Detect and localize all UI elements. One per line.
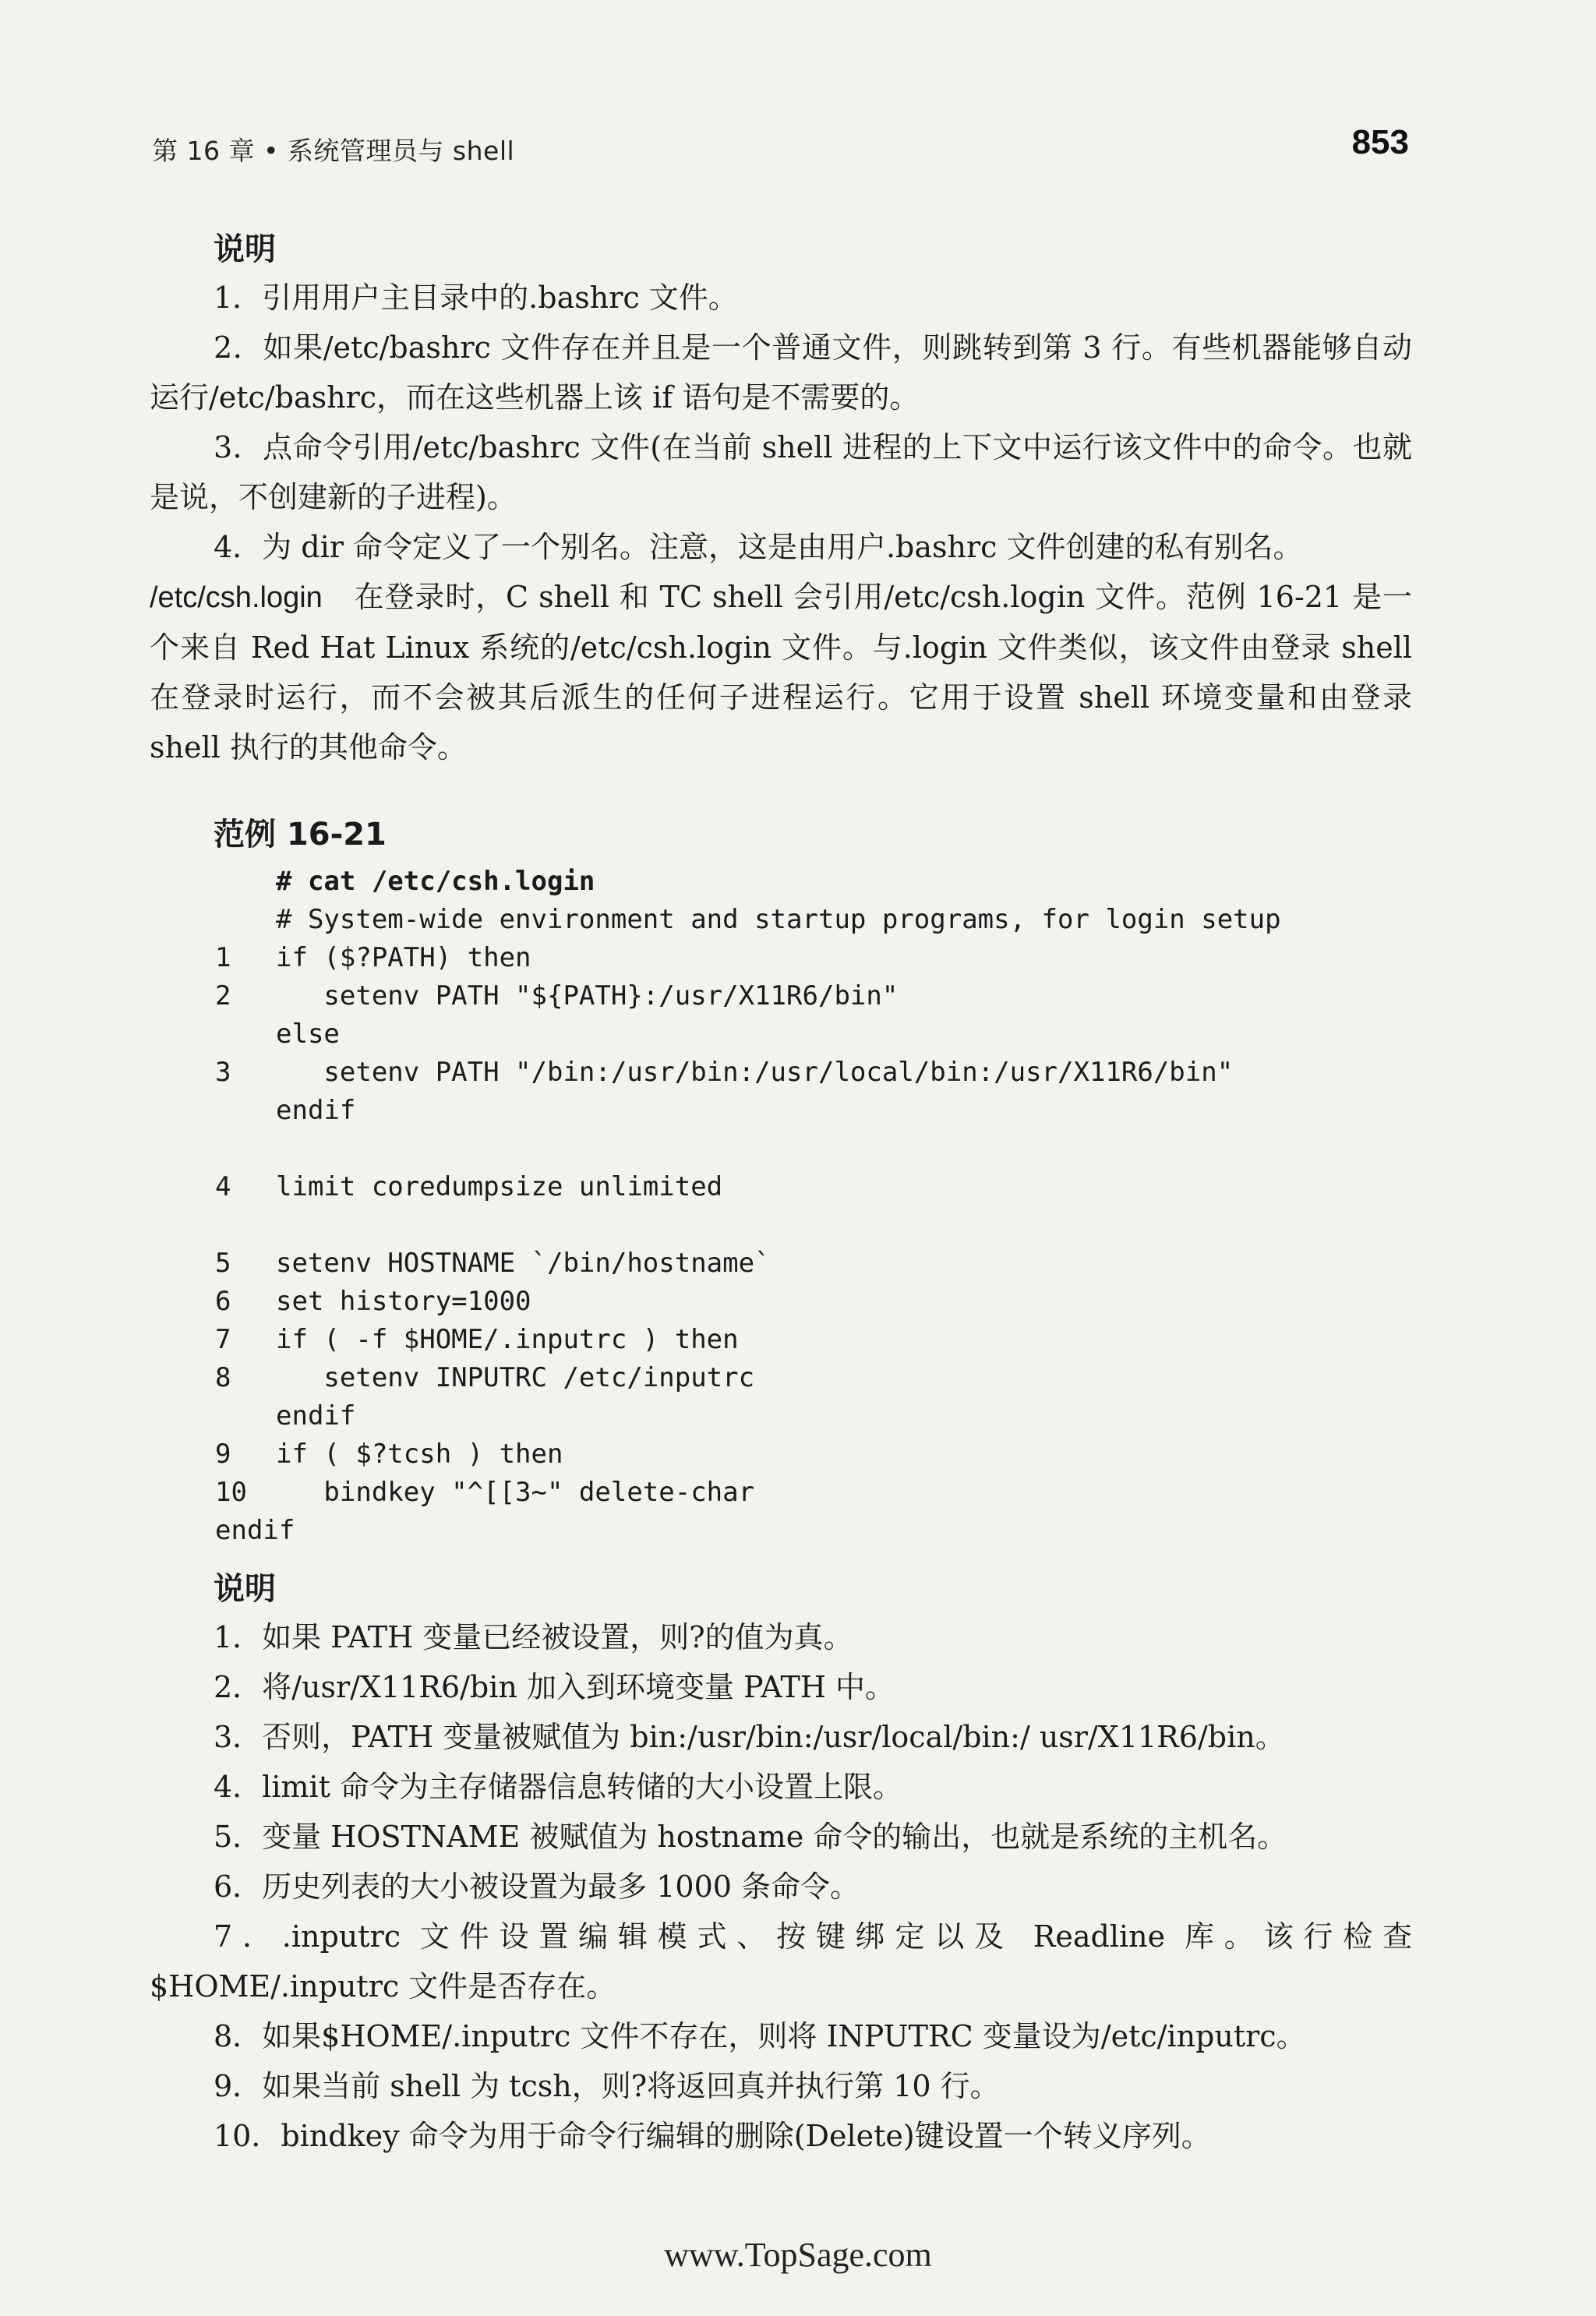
code-line (150, 1359, 1412, 1397)
code-line (150, 1283, 1412, 1321)
code-line-text: # System-wide environment and startup programs, for login setup (276, 904, 1281, 935)
code-line-number (215, 1206, 276, 1244)
note-item: 10．bindkey 命令为用于命令行编辑的删除(Delete)键设置一个转义序列。 (214, 2119, 1211, 2153)
chapter-header: 第 16 章 • 系统管理员与 shell (152, 136, 515, 166)
code-line-text: setenv PATH "${PATH}:/usr/X11R6/bin" (276, 980, 899, 1011)
note-item: 3．否则，PATH 变量被赋值为 bin:/usr/bin:/usr/local/bin:/ usr/X11R6/bin。 (214, 1720, 1285, 1754)
code-line-number (215, 1130, 276, 1168)
note-item: 2．将/usr/X11R6/bin 加入到环境变量 PATH 中。 (214, 1670, 895, 1704)
file-term: /etc/csh.login (150, 581, 323, 614)
code-line (150, 1397, 1412, 1435)
code-line (150, 1054, 1412, 1092)
code-line-text: limit coredumpsize unlimited (276, 1171, 723, 1202)
notes-section-2 (150, 1566, 1412, 2161)
code-line (150, 1435, 1412, 1474)
code-line-text: if ( $?tcsh ) then (276, 1439, 563, 1470)
code-line (150, 1092, 1412, 1130)
notes-title-2: 说明 (214, 1571, 276, 1607)
intro-paragraph (150, 572, 1412, 772)
code-line-number: 2 (215, 980, 231, 1011)
code-line (150, 939, 1412, 977)
code-line-text: bindkey "^[[3~" delete-char (276, 1477, 755, 1508)
code-listing (150, 863, 1412, 1550)
code-line (150, 1321, 1412, 1359)
code-line-number (215, 901, 276, 939)
code-line (150, 1244, 1412, 1283)
page-number: 853 (1351, 123, 1409, 161)
note-item: 4．为 dir 命令定义了一个别名。注意，这是由用户.bashrc 文件创建的私有别名。 (214, 530, 1303, 564)
code-line-number: 8 (215, 1362, 231, 1393)
code-line-text: endif (215, 1515, 295, 1546)
code-line-number: 6 (215, 1286, 231, 1317)
code-line (150, 1474, 1412, 1512)
code-line (150, 1168, 1412, 1206)
code-line-number: 7 (215, 1324, 231, 1355)
code-line-text: set history=1000 (276, 1286, 531, 1317)
intro-text: 在登录时，C shell 和 TC shell 会引用/etc/csh.login 文件。范例 16-21 是一个来自 Red Hat Linux 系统的/etc/csh.login 文件。与.login 文件类似，该文件由登录 shell 在登录时运行，而不会被其后派生的任何子进程运行。它用于设置 shell 环境变量和由登录 shell 执行的其他命令。 (150, 580, 1412, 764)
code-line (150, 977, 1412, 1015)
example-title: 范例 16-21 (214, 817, 387, 853)
code-line-text: # cat /etc/csh.login (276, 866, 595, 897)
code-line-number (215, 1397, 276, 1435)
note-item: 5．变量 HOSTNAME 被赋值为 hostname 命令的输出，也就是系统的主机名。 (214, 1820, 1287, 1854)
code-line-text: endif (276, 1095, 356, 1126)
note-item: 2．如果/etc/bashrc 文件存在并且是一个普通文件，则跳转到第 3 行。有些机器能够自动运行/etc/bashrc，而在这些机器上该 if 语句是不需要的。 (150, 330, 1412, 415)
notes-title-1: 说明 (214, 231, 276, 267)
code-line-text: setenv INPUTRC /etc/inputrc (276, 1362, 755, 1393)
code-line (150, 1130, 1412, 1168)
note-item: 7．.inputrc 文件设置编辑模式、按键绑定以及 Readline 库。该行检查$HOME/.inputrc 文件是否存在。 (150, 1919, 1412, 2004)
footer-url: www.TopSage.com (664, 2236, 932, 2274)
code-line (150, 1206, 1412, 1244)
note-item: 3．点命令引用/etc/bashrc 文件(在当前 shell 进程的上下文中运行该文件中的命令。也就是说，不创建新的子进程)。 (150, 430, 1412, 514)
code-line-number: 9 (215, 1439, 231, 1470)
code-line-number: 4 (215, 1171, 231, 1202)
code-line-text: if ( -f $HOME/.inputrc ) then (276, 1324, 739, 1355)
note-item: 1．引用用户主目录中的.bashrc 文件。 (214, 281, 738, 315)
code-line-number (215, 1092, 276, 1130)
code-line-number: 1 (215, 942, 231, 973)
code-line (150, 1512, 1412, 1550)
code-line-number: 5 (215, 1248, 231, 1279)
note-item: 9．如果当前 shell 为 tcsh，则?将返回真并执行第 10 行。 (214, 2069, 1000, 2103)
code-line (150, 1015, 1412, 1054)
code-line (150, 863, 1412, 901)
code-line-text: if ($?PATH) then (276, 942, 531, 973)
notes-list-1 (150, 273, 1412, 572)
page-content (150, 226, 1412, 2161)
code-line-number (215, 863, 276, 901)
code-line-number (215, 1015, 276, 1054)
code-line (150, 901, 1412, 939)
code-line-number: 3 (215, 1057, 231, 1088)
note-item: 1．如果 PATH 变量已经被设置，则?的值为真。 (214, 1620, 853, 1654)
note-item: 8．如果$HOME/.inputrc 文件不存在，则将 INPUTRC 变量设为/etc/inputrc。 (214, 2019, 1306, 2053)
code-line-number: 10 (215, 1477, 247, 1508)
code-line-text: else (276, 1019, 340, 1050)
note-item: 6．历史列表的大小被设置为最多 1000 条命令。 (214, 1869, 860, 1904)
code-line-text: setenv PATH "/bin:/usr/bin:/usr/local/bin:/usr/X11R6/bin" (276, 1057, 1234, 1088)
code-line-text: setenv HOSTNAME `/bin/hostname` (276, 1248, 771, 1279)
code-line-text: endif (276, 1400, 356, 1432)
notes-list-2 (150, 1612, 1412, 2161)
note-item: 4．limit 命令为主存储器信息转储的大小设置上限。 (214, 1770, 903, 1804)
